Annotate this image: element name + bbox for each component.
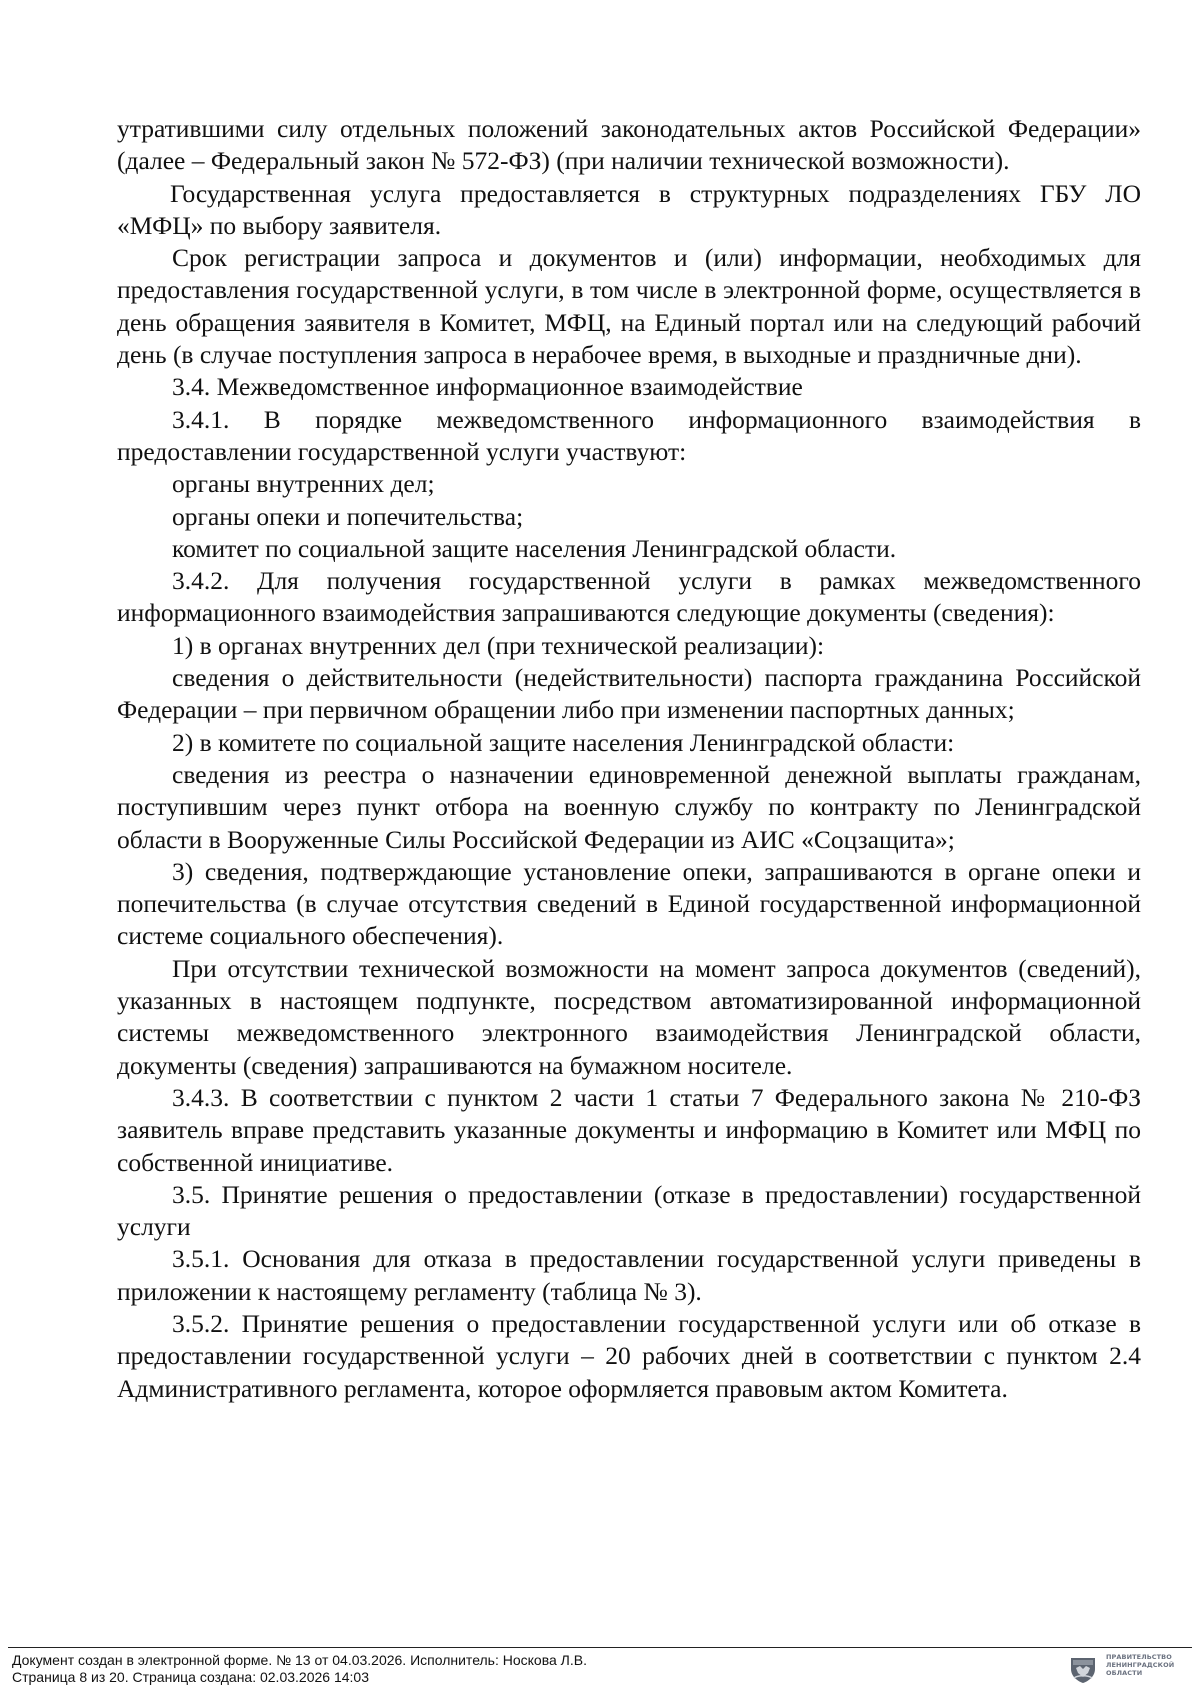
logo-line-2: ЛЕНИНГРАДСКОЙ (1106, 1661, 1175, 1669)
logo-line-1: ПРАВИТЕЛЬСТВО (1106, 1653, 1172, 1661)
government-logo (1068, 1653, 1190, 1687)
logo-line-3: ОБЛАСТИ (1106, 1669, 1143, 1677)
paragraph: утратившими силу отдельных положений законодательных актов Российской Федерации» (далее – Федеральный закон № 572-ФЗ) (при наличии технической возможности). (117, 114, 1141, 176)
paragraph: сведения из реестра о назначении единовременной денежной выплаты гражданам, поступившим через пункт отбора на военную службу по контракту по Ленинградской области в Вооруженные Силы Российской Федерации из АИС «Соцзащита»; (117, 759, 1141, 854)
footer-divider (8, 1647, 1192, 1648)
document-body (117, 113, 1141, 1405)
paragraph: Срок регистрации запроса и документов и (или) информации, необходимых для предоставления государственной услуги, в том числе в электронной форме, осуществляется в день обращения заявителя в Комитет, МФЦ, на Единый портал или на следующий рабочий день (в случае поступления запроса в нерабочее время, в выходные и праздничные дни). (117, 243, 1141, 370)
list-item: органы внутренних дел; (172, 469, 435, 499)
footer-page-info: Страница 8 из 20. Страница создана: 02.03.2026 14:03 (12, 1669, 369, 1685)
paragraph: 3) сведения, подтверждающие установление опеки, запрашиваются в органе опеки и попечительства (в случае отсутствия сведений в Единой государственной информационной системе социального обеспечения). (117, 856, 1141, 951)
paragraph: 3.4.1. В порядке межведомственного информационного взаимодействия в предоставлении государственной услуги участвуют: (117, 404, 1141, 466)
list-item: органы опеки и попечительства; (172, 501, 524, 531)
section-heading: 3.5. Принятие решения о предоставлении (отказе в предоставлении) государственной услуги (117, 1179, 1141, 1242)
logo-wordmark (1106, 1653, 1174, 1677)
paragraph: При отсутствии технической возможности на момент запроса документов (сведений), указанных в настоящем подпункте, посредством автоматизированной информационной системы межведомственного электронного взаимодействия Ленинградской области, документы (сведения) запрашиваются на бумажном носителе. (117, 953, 1141, 1080)
paragraph: 3.5.2. Принятие решения о предоставлении государственной услуги или об отказе в предоставлении государственной услуги – 20 рабочих дней в соответствии с пунктом 2.4 Административного регламента, которое оформляется правовым актом Комитета. (117, 1308, 1141, 1403)
paragraph: 3.5.1. Основания для отказа в предоставлении государственной услуги приведены в приложении к настоящему регламенту (таблица № 3). (117, 1244, 1141, 1306)
paragraph: Государственная услуга предоставляется в структурных подразделениях ГБУ ЛО «МФЦ» по выбору заявителя. (117, 178, 1141, 240)
page-footer (0, 1647, 1200, 1698)
list-item: 2) в комитете по социальной защите населения Ленинградской области: (172, 727, 955, 757)
paragraph: сведения о действительности (недействительности) паспорта гражданина Российской Федерации – при первичном обращении либо при изменении паспортных данных; (117, 663, 1141, 725)
list-item: комитет по социальной защите населения Ленинградской области. (172, 533, 897, 563)
footer-document-info: Документ создан в электронной форме. № 13 от 04.03.2026. Исполнитель: Носкова Л.В. (12, 1652, 587, 1668)
paragraph: 3.4.2. Для получения государственной услуги в рамках межведомственного информационного взаимодействия запрашиваются следующие документы (сведения): (117, 566, 1141, 628)
list-item: 1) в органах внутренних дел (при технической реализации): (172, 630, 825, 660)
footer-info (12, 1652, 587, 1686)
paragraph: 3.4.3. В соответствии с пунктом 2 части 1 статьи 7 Федерального закона № 210-ФЗ заявитель вправе представить указанные документы и информацию в Комитет или МФЦ по собственной инициативе. (117, 1082, 1141, 1177)
section-heading: 3.4. Межведомственное информационное взаимодействие (172, 372, 803, 402)
coat-of-arms-icon (1068, 1654, 1098, 1684)
